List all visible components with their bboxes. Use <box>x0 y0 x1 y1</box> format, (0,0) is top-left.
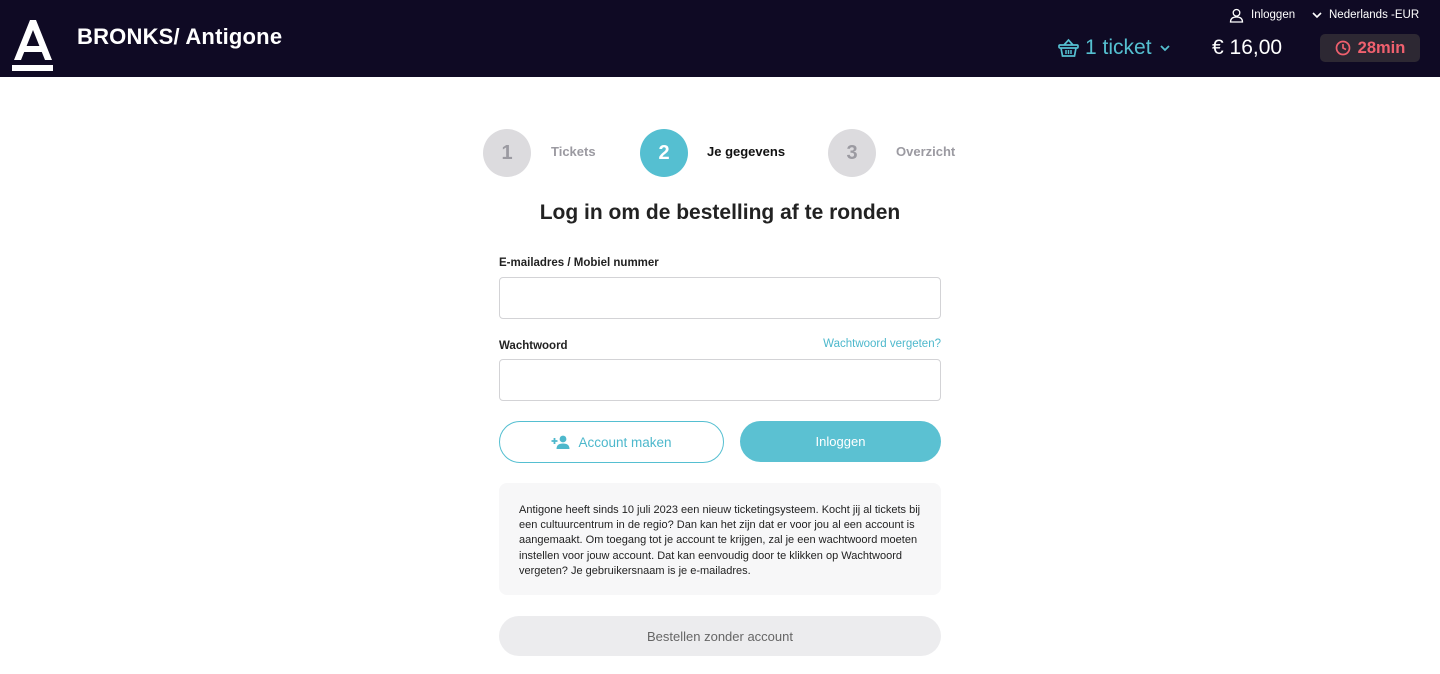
top-login-link[interactable] <box>1229 7 1295 23</box>
create-account-label: Account maken <box>578 434 672 450</box>
reservation-timer <box>1320 34 1420 62</box>
create-account-button[interactable] <box>499 421 724 463</box>
step-1-label: Tickets <box>551 144 596 159</box>
basket-icon <box>1058 38 1079 58</box>
login-button[interactable]: Inloggen <box>740 421 941 462</box>
top-header <box>0 0 1440 77</box>
cart-total-price: € 16,00 <box>1212 36 1283 59</box>
step-2-circle: 2 <box>640 129 688 177</box>
email-field[interactable] <box>499 277 941 319</box>
password-label: Wachtwoord <box>499 340 568 352</box>
order-without-account-button[interactable]: Bestellen zonder account <box>499 616 941 656</box>
language-selector[interactable] <box>1311 7 1419 23</box>
info-notice: Antigone heeft sinds 10 juli 2023 een nieuw ticketingsysteem. Kocht jij al tickets bij een cultuurcentrum in de regio? Dan kan het zijn dat er voor jou al een account is aangemaakt. Om toegang tot je account te krijgen, zal je een wachtwoord moeten instellen voor jouw account. Dat kan eenvoudig door te klikken op Wachtwoord vergeten? Je gebruikersnaam is je e-mailadres. <box>499 483 941 595</box>
cart-dropdown[interactable] <box>1058 34 1172 62</box>
password-field[interactable] <box>499 359 941 401</box>
step-2-label: Je gegevens <box>707 144 786 159</box>
step-3-label: Overzicht <box>896 144 956 159</box>
user-plus-icon <box>551 435 570 449</box>
email-label: E-mailadres / Mobiel nummer <box>499 257 659 269</box>
step-3-circle: 3 <box>828 129 876 177</box>
logo-icon[interactable] <box>12 18 54 72</box>
top-login-label: Inloggen <box>1251 9 1296 21</box>
chevron-down-icon <box>1311 9 1323 21</box>
step-1-circle: 1 <box>483 129 531 177</box>
forgot-password-link[interactable]: Wachtwoord vergeten? <box>823 338 941 350</box>
page-title: Log in om de bestelling af te ronden <box>539 201 901 224</box>
language-label: Nederlands -EUR <box>1329 9 1420 21</box>
user-icon <box>1229 8 1244 23</box>
event-title: BRONKS/ Antigone <box>77 24 283 49</box>
timer-label: 28min <box>1357 38 1406 57</box>
clock-icon <box>1335 40 1351 56</box>
cart-label: 1 ticket <box>1085 36 1152 59</box>
chevron-down-icon <box>1158 41 1172 55</box>
